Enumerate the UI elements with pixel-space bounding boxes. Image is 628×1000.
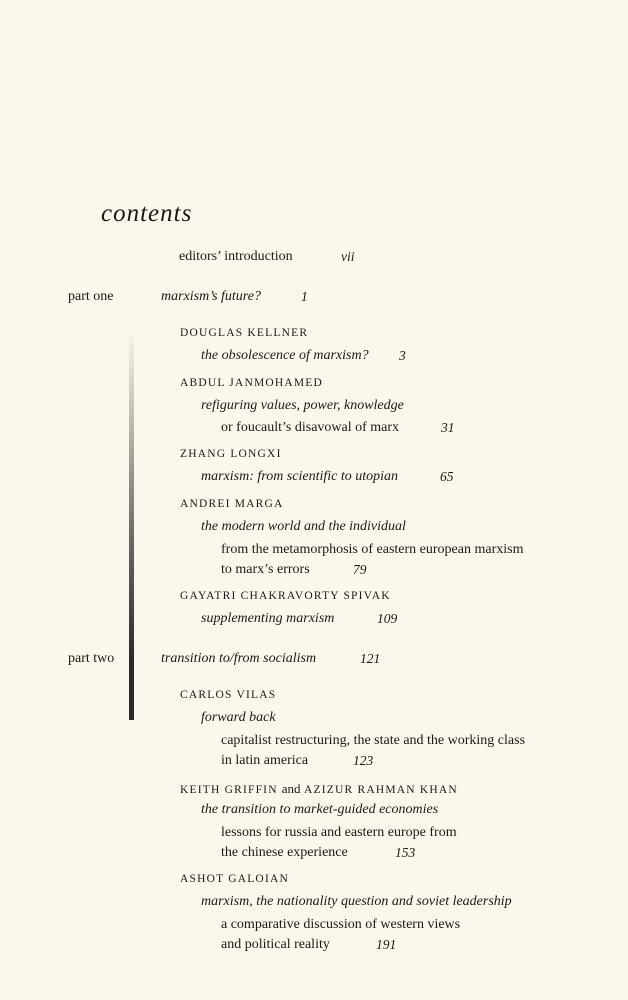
entry-author-conjunction: and (281, 781, 301, 796)
entry-subtitle: the chinese experience (221, 845, 348, 860)
entry-author: ZHANG LONGXI (180, 448, 282, 460)
entry-author: AZIZUR RAHMAN KHAN (304, 784, 458, 796)
entry-author: DOUGLAS KELLNER (180, 327, 309, 339)
entry-page: 79 (353, 562, 367, 577)
entry-subtitle: and political reality (221, 937, 330, 952)
entry-subtitle: in latin america (221, 753, 309, 768)
intro-page: vii (341, 249, 355, 264)
entry-title: the obsolescence of marxism? (201, 348, 369, 363)
section-bar (129, 330, 134, 720)
entry-title: marxism, the nationality question and soviet leadership (201, 894, 512, 909)
entry-title: marxism: from scientific to utopian (201, 469, 399, 484)
entry-subtitle: lessons for russia and eastern europe from (221, 825, 457, 840)
part-two-page: 121 (360, 651, 381, 666)
entry-subtitle: or foucault’s disavowal of marx (221, 420, 400, 435)
entry-title: refiguring values, power, knowledge (201, 398, 404, 413)
entry-page: 191 (376, 937, 397, 952)
entry-page: 31 (441, 420, 455, 435)
entry-author: KEITH GRIFFIN (180, 784, 278, 796)
entry-subtitle: from the metamorphosis of eastern european marxism (221, 542, 524, 557)
entry-page: 153 (395, 845, 416, 860)
entry-page: 123 (353, 753, 374, 768)
entry-subtitle: a comparative discussion of western views (221, 917, 461, 932)
entry-author: ABDUL JANMOHAMED (180, 377, 324, 389)
entry-authors (180, 781, 458, 797)
entry-subtitle: capitalist restructuring, the state and the working class (221, 733, 526, 748)
entry-author: GAYATRI CHAKRAVORTY SPIVAK (180, 590, 391, 602)
part-one-title: marxism’s future? (161, 289, 261, 304)
entry-author: ASHOT GALOIAN (180, 873, 289, 885)
part-two-title: transition to/from socialism (161, 651, 317, 666)
part-two-label: part two (68, 651, 115, 666)
entry-page: 65 (440, 469, 454, 484)
entry-title: forward back (201, 710, 276, 725)
entry-title: the transition to market-guided economies (201, 802, 439, 817)
entry-author: ANDREI MARGA (180, 498, 284, 510)
entry-title: supplementing marxism (201, 611, 335, 626)
entry-page: 3 (399, 348, 406, 363)
part-one-label: part one (68, 289, 114, 304)
entry-author: CARLOS VILAS (180, 689, 277, 701)
entry-subtitle: to marx’s errors (221, 562, 310, 577)
page-title: contents (101, 200, 193, 227)
entry-page: 109 (377, 611, 398, 626)
entry-title: the modern world and the individual (201, 519, 406, 534)
intro-label: editors’ introduction (179, 249, 293, 264)
part-one-page: 1 (301, 289, 308, 304)
